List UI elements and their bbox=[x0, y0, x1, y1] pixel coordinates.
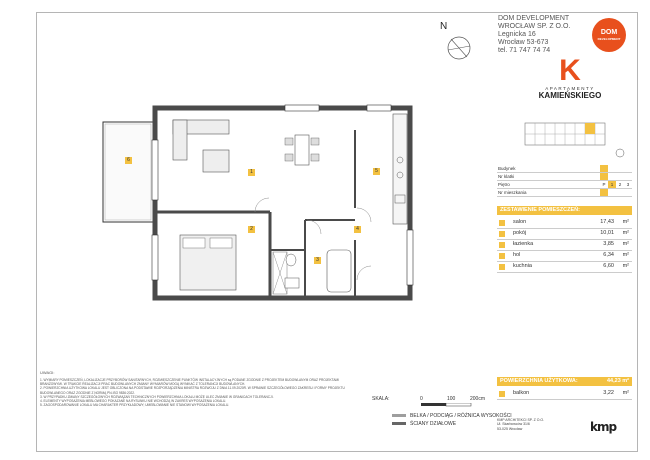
stairs-value-cell bbox=[600, 173, 608, 181]
balcony-name: balkon bbox=[513, 390, 530, 396]
developer-phone: tel. 71 747 74 74 bbox=[498, 47, 551, 54]
room-name: hol bbox=[513, 252, 521, 258]
building-value-cell bbox=[600, 165, 608, 173]
legend-label: ŚCIANY DZIAŁOWE bbox=[410, 421, 457, 427]
apartment-label: Nr mieszkania bbox=[497, 189, 600, 197]
room-name: salon bbox=[513, 219, 527, 225]
room-row bbox=[497, 240, 632, 251]
room-tag-3: 3 bbox=[314, 257, 321, 264]
apartment-value-cell bbox=[600, 189, 608, 197]
room-row bbox=[497, 218, 632, 229]
architect-city: 53-025 Wrocław bbox=[497, 426, 523, 431]
room-number-badge bbox=[499, 253, 505, 259]
room-unit: m² bbox=[622, 219, 629, 225]
apartment-info-table bbox=[497, 165, 632, 197]
legend-swatch bbox=[392, 414, 406, 417]
developer-street: Legnicka 16 bbox=[498, 31, 536, 38]
room-area: 6,34 bbox=[603, 252, 614, 258]
room-area: 6,60 bbox=[603, 263, 614, 269]
total-area-label: POWIERZCHNIA UŻYTKOWA: bbox=[500, 378, 578, 384]
room-unit: m² bbox=[622, 241, 629, 247]
room-number-badge bbox=[499, 391, 505, 397]
room-unit: m² bbox=[622, 263, 629, 269]
room-row bbox=[497, 229, 632, 240]
room-row bbox=[497, 262, 632, 273]
room-unit: m² bbox=[622, 230, 629, 236]
k-logo-icon: K bbox=[559, 54, 581, 87]
balcony-unit: m² bbox=[622, 390, 629, 396]
scale-label: SKALA: bbox=[372, 396, 390, 402]
north-label: N bbox=[440, 21, 448, 32]
scale-bar bbox=[395, 403, 485, 408]
developer-city: Wrocław 53-673 bbox=[498, 39, 549, 46]
room-tag-2: 2 bbox=[248, 226, 255, 233]
note-item: 2. POWIERZCHNIA UŻYTKOWA LOKALU JEST OBLICZONA NA PODSTAWIE ROZPORZĄDZENIA MINISTRA ROZWOJU Z DNIA 11.09.2020R. W SPRAWIE SZCZEGÓŁOWEGO ZAKRESU I FORMY PROJEKTU BUDOWLANEGO ORAZ ZGODNIE Z NORMĄ PN-ISO 9836:2022. bbox=[40, 386, 345, 395]
note-item: 3. W PRZYPADKU ZMIANY SZCZEGÓŁOWYCH ROZWIĄZAŃ TECHNICZNYCH POWIERZCHNIA LOKALU MOŻE ULEC ZMIANIE W GRANICACH TOLERANCJI. bbox=[40, 394, 274, 399]
legend bbox=[392, 412, 512, 428]
notes-title: UWAGI: bbox=[40, 370, 55, 375]
note-item: 1. WYMIARY POMIESZCZEŃ, LOKALIZACJE PRZYBORÓW SANITARNYCH, ROZMIESZCZENIE PUNKTÓW INSTALACYJNYCH są PODANE ZGODNIE Z PROJEKTEM BUDOWLANYM ORAZ PROJEKTAMI BRANŻOWYMI. W TRAKCIE REALIZACJI PRAC BUDOWLANYCH ZMIANY WYMIARÓW MOGĄ WYNIKAĆ Z TOLERANCJI BUDOWLANYCH. bbox=[40, 378, 340, 387]
architect-street: Ul. Skarbowców 31/6 bbox=[497, 422, 530, 427]
project-logo-line1: APARTAMENTY bbox=[545, 86, 595, 91]
room-number-badge bbox=[499, 242, 505, 248]
scale-mark: 0 bbox=[420, 396, 423, 402]
developer-name-line2: WROCŁAW SP. Z O.O. bbox=[498, 23, 571, 30]
architect-info bbox=[497, 418, 544, 431]
room-tag-6: 6 bbox=[125, 157, 132, 164]
room-tag-5: 5 bbox=[373, 168, 380, 175]
total-area-bar bbox=[497, 377, 632, 386]
developer-name-line1: DOM DEVELOPMENT bbox=[498, 15, 570, 22]
room-tag-1: 1 bbox=[248, 169, 255, 176]
building-key-plan bbox=[500, 115, 630, 163]
legend-item bbox=[392, 420, 512, 428]
notes-block bbox=[40, 378, 360, 407]
note-item: 4. ELEMENTY WYPOSAŻENIA MEBLOWEGO POKAZANE NA RYSUNKU NIE WCHODZĄ W ZAKRES WYPOSAŻENIA LOKALU. bbox=[40, 399, 227, 404]
floor-option-selected: 1 bbox=[608, 181, 616, 189]
room-row bbox=[497, 251, 632, 262]
rooms-list bbox=[497, 218, 632, 273]
dom-logo-text: DOM bbox=[600, 29, 618, 36]
room-tag-4: 4 bbox=[354, 226, 361, 233]
stairs-label: Nr klatki bbox=[497, 173, 600, 181]
room-area: 10,01 bbox=[600, 230, 614, 236]
room-name: kuchnia bbox=[513, 263, 532, 269]
room-area: 3,85 bbox=[603, 241, 614, 247]
legend-item bbox=[392, 412, 512, 420]
floor-label: Piętro bbox=[497, 181, 600, 189]
room-number-badge bbox=[499, 220, 505, 226]
compass-icon bbox=[446, 35, 472, 61]
architect-name: KMP ARCHITEKCI SP. Z O.O. bbox=[497, 418, 545, 422]
building-label: Budynek bbox=[497, 165, 600, 173]
scale-mark: 200cm bbox=[470, 396, 486, 402]
floor-option: 3 bbox=[624, 181, 632, 189]
project-logo-line2: KAMIEŃSKIEGO bbox=[538, 91, 602, 100]
legend-swatch bbox=[392, 422, 406, 425]
balcony-area: 3,22 bbox=[603, 390, 614, 396]
room-unit: m² bbox=[622, 252, 629, 258]
balcony-row bbox=[497, 389, 632, 400]
rooms-header: ZESTAWIENIE POMIESZCZEŃ: bbox=[497, 206, 632, 215]
room-name: łazienka bbox=[513, 241, 534, 247]
room-area: 17,43 bbox=[600, 219, 614, 225]
room-number-badge bbox=[499, 231, 505, 237]
developer-info bbox=[498, 15, 570, 55]
legend-label: BELKA / PODCIĄG / RÓŻNICA WYSOKOŚCI bbox=[410, 413, 512, 419]
project-logo bbox=[520, 56, 620, 108]
note-item: 5. ZAGOSPODAROWANIE LOKALU MA CHARAKTER PRZYKŁADOWY; UMEBLOWANIE NIE STANOWI WYPOSAŻENIA LOKALU. bbox=[40, 403, 230, 408]
dom-development-logo bbox=[592, 18, 626, 52]
floor-option: 2 bbox=[616, 181, 624, 189]
total-area-value: 44,23 m² bbox=[606, 378, 629, 384]
floor-plan bbox=[95, 100, 425, 305]
kmp-logo: kmp bbox=[590, 420, 617, 434]
dom-logo-subtext: DEVELOPMENT bbox=[597, 37, 621, 41]
room-number-badge bbox=[499, 264, 505, 270]
scale-mark: 100 bbox=[447, 396, 456, 402]
room-name: pokój bbox=[513, 230, 527, 236]
floor-option: P bbox=[600, 181, 608, 189]
